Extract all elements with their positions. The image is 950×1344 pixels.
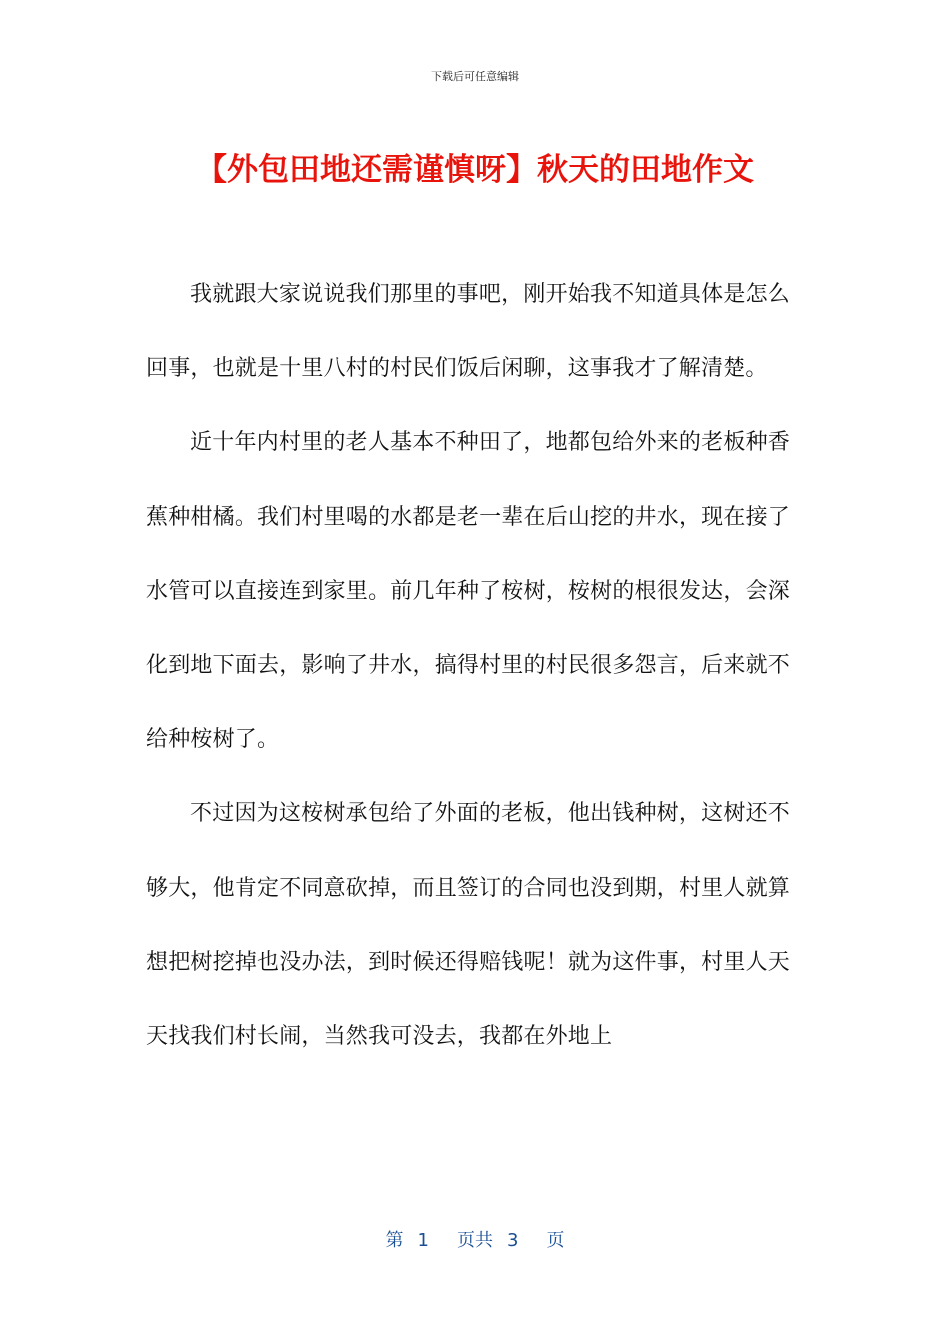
paragraph-2: 近十年内村里的老人基本不种田了，地都包给外来的老板种香蕉种柑橘。我们村里喝的水都是老一辈在后山挖的井水，现在接了水管可以直接连到家里。前几年种了桉树，桉树的根很发达，会深化到地下面去，影响了井水，搞得村里的村民很多怨言，后来就不给种桉树了。: [146, 430, 790, 753]
document-title: 【外包田地还需谨慎呀】秋天的田地作文: [196, 152, 754, 188]
page-footer: [0, 1226, 950, 1252]
header-note: 下载后可任意编辑: [431, 70, 519, 83]
footer-total-pages: 3: [507, 1230, 519, 1251]
footer-current-page: 1: [417, 1230, 429, 1251]
document-body: [146, 258, 790, 1074]
footer-page-prefix: 第: [385, 1230, 404, 1251]
footer-page-suffix: 页: [546, 1230, 565, 1251]
paragraph-1: 我就跟大家说说我们那里的事吧，刚开始我不知道具体是怎么回事，也就是十里八村的村民们饭后闲聊，这事我才了解清楚。: [146, 282, 790, 382]
footer-page-mid: 页共: [457, 1230, 493, 1251]
paragraph-3: 不过因为这桉树承包给了外面的老板，他出钱种树，这树还不够大，他肯定不同意砍掉，而且签订的合同也没到期，村里人就算想把树挖掉也没办法，到时候还得赔钱呢！就为这件事，村里人天天找我们村长闹，当然我可没去，我都在外地上: [146, 801, 790, 1050]
